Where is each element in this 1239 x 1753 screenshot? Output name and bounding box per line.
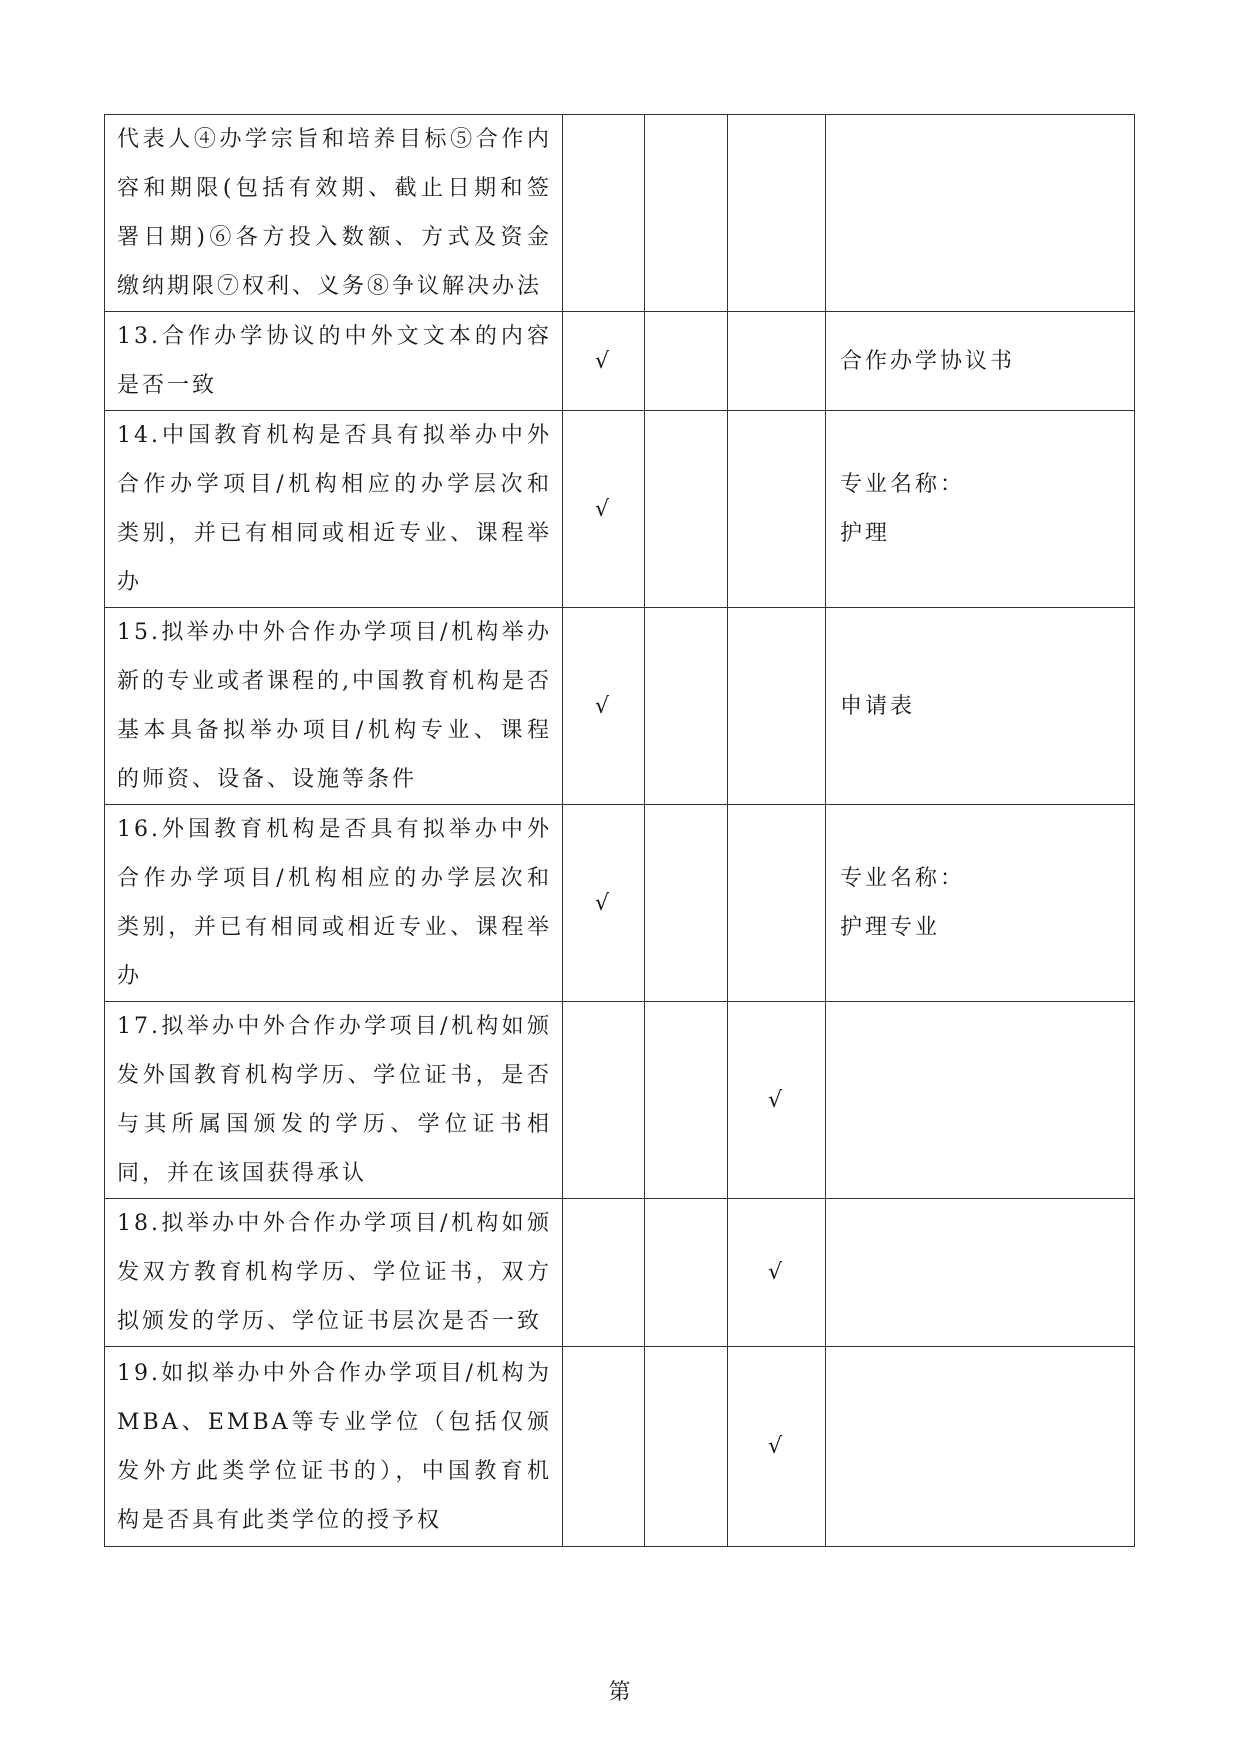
- page-number-label: 第: [608, 1680, 631, 1705]
- check-mark-col1: √: [563, 805, 645, 1002]
- note-cell: [826, 1347, 1135, 1547]
- note-cell: [826, 312, 1135, 411]
- check-mark-col3: √: [728, 1347, 826, 1547]
- check-mark-col3: √: [728, 1199, 826, 1347]
- item-text: 16.外国教育机构是否具有拟举办中外合作办学项目/机构相应的办学层次和类别，并已有相同或相近专业、课程举办: [105, 805, 563, 1002]
- note-line: 专业名称：: [840, 866, 966, 891]
- table-row: [105, 1199, 1135, 1347]
- note-line: 专业名称：: [840, 472, 966, 497]
- note-cell: [826, 1199, 1135, 1347]
- table-row: [105, 411, 1135, 608]
- item-text: 17.拟举办中外合作办学项目/机构如颁发外国教育机构学历、学位证书，是否与其所属国颁发的学历、学位证书相同，并在该国获得承认: [105, 1002, 563, 1199]
- note-line: 护理专业: [840, 915, 941, 940]
- note-cell: [826, 115, 1135, 312]
- table-row: [105, 608, 1135, 805]
- check-mark-col2: [645, 608, 728, 805]
- note-line: 申请表: [840, 693, 916, 719]
- check-mark-col3: [728, 608, 826, 805]
- note-line: 护理: [840, 521, 891, 546]
- check-mark-col1: [563, 1002, 645, 1199]
- note-line: 合作办学协议书: [840, 348, 1016, 374]
- check-mark-col1: [563, 1199, 645, 1347]
- check-mark-col2: [645, 1199, 728, 1347]
- item-text: 18.拟举办中外合作办学项目/机构如颁发双方教育机构学历、学位证书，双方拟颁发的学历、学位证书层次是否一致: [105, 1199, 563, 1347]
- check-mark-col1: √: [563, 608, 645, 805]
- table-row: [105, 1347, 1135, 1547]
- item-text: 代表人④办学宗旨和培养目标⑤合作内容和期限(包括有效期、截止日期和签署日期)⑥各方投入数额、方式及资金缴纳期限⑦权利、义务⑧争议解决办法: [105, 115, 563, 312]
- check-mark-col2: [645, 411, 728, 608]
- check-mark-col2: [645, 805, 728, 1002]
- check-mark-col1: [563, 1347, 645, 1547]
- check-mark-col1: √: [563, 312, 645, 411]
- check-mark-col3: [728, 805, 826, 1002]
- item-text: 15.拟举办中外合作办学项目/机构举办新的专业或者课程的,中国教育机构是否基本具备拟举办项目/机构专业、课程的师资、设备、设施等条件: [105, 608, 563, 805]
- check-mark-col2: [645, 1347, 728, 1547]
- check-mark-col3: √: [728, 1002, 826, 1199]
- check-mark-col3: [728, 312, 826, 411]
- note-cell: [826, 805, 1135, 1002]
- table-row: [105, 1002, 1135, 1199]
- review-checklist-table: [104, 114, 1135, 1547]
- item-text: 19.如拟举办中外合作办学项目/机构为MBA、EMBA等专业学位（包括仅颁发外方此类学位证书的），中国教育机构是否具有此类学位的授予权: [105, 1347, 563, 1547]
- check-mark-col1: √: [563, 411, 645, 608]
- table-row: [105, 115, 1135, 312]
- check-mark-col2: [645, 312, 728, 411]
- check-mark-col2: [645, 115, 728, 312]
- note-cell: [826, 411, 1135, 608]
- check-mark-col3: [728, 115, 826, 312]
- item-text: 13.合作办学协议的中外文文本的内容是否一致: [105, 312, 563, 411]
- note-cell: [826, 608, 1135, 805]
- table-row: [105, 805, 1135, 1002]
- note-cell: [826, 1002, 1135, 1199]
- check-mark-col2: [645, 1002, 728, 1199]
- check-mark-col1: [563, 115, 645, 312]
- check-mark-col3: [728, 411, 826, 608]
- item-text: 14.中国教育机构是否具有拟举办中外合作办学项目/机构相应的办学层次和类别，并已有相同或相近专业、课程举办: [105, 411, 563, 608]
- table-row: [105, 312, 1135, 411]
